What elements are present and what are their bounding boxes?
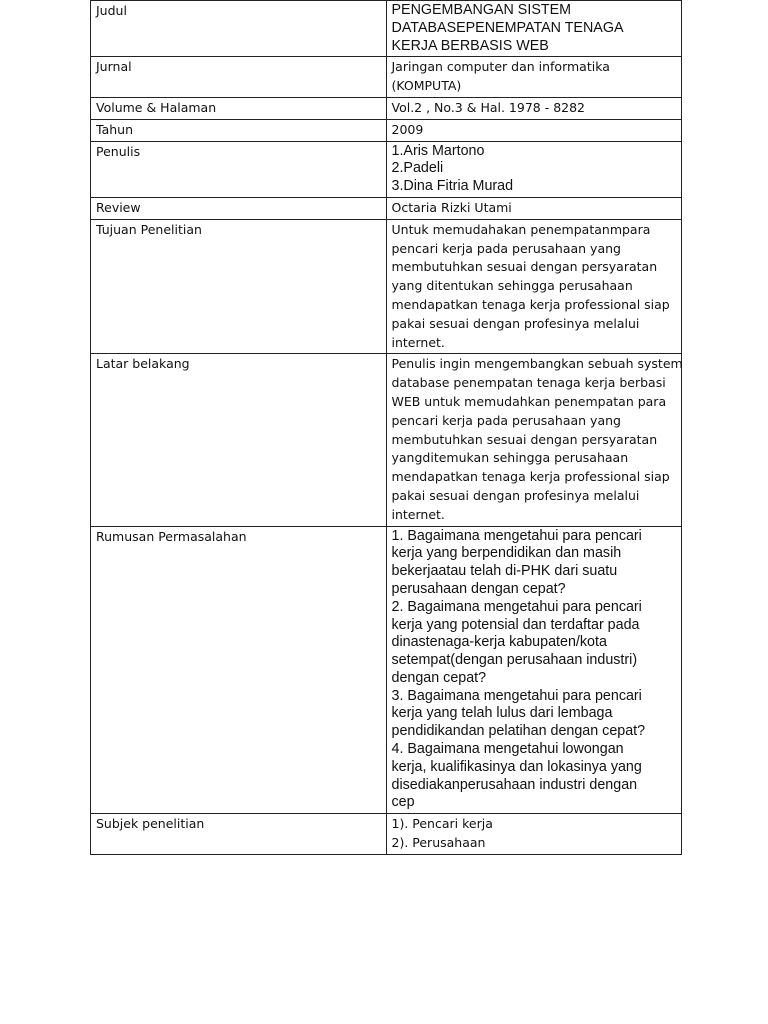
- value-line: dengan cepat?: [391, 669, 487, 686]
- value-line: pencari kerja pada perusahaan yang: [391, 412, 621, 428]
- label-jurnal: Jurnal: [91, 57, 387, 98]
- row-latar-belakang: [91, 354, 682, 526]
- value-line: yang ditentukan sehingga perusahaan: [391, 278, 633, 294]
- value-line: 2009: [391, 121, 424, 137]
- review-table: [90, 0, 682, 855]
- value-line: disediakanperusahaan industri dengan: [391, 776, 638, 793]
- value-line: pakai sesuai dengan profesinya melalui: [391, 315, 640, 331]
- value-judul: [386, 1, 682, 57]
- value-line: kerja yang potensial dan terdaftar pada: [391, 616, 640, 633]
- value-line: perusahaan dengan cepat?: [391, 580, 566, 597]
- value-penulis: [386, 141, 682, 197]
- value-volume-halaman: [386, 97, 682, 119]
- value-line: setempat(dengan perusahaan industri): [391, 652, 638, 669]
- row-volume-halaman: [91, 97, 682, 119]
- value-line: bekerjaatau telah di-PHK dari suatu: [391, 563, 618, 580]
- label-rumusan-permasalahan: Rumusan Permasalahan: [91, 526, 387, 814]
- label-tahun: Tahun: [91, 119, 387, 141]
- value-line: kerja yang telah lulus dari lembaga: [391, 705, 613, 722]
- row-tahun: [91, 119, 682, 141]
- value-line: 2. Bagaimana mengetahui para pencari: [391, 598, 642, 615]
- row-jurnal: [91, 57, 682, 98]
- value-line: Jaringan computer dan informatika: [391, 59, 610, 75]
- value-line: 3.Dina Fitria Murad: [391, 178, 514, 195]
- value-line: pencari kerja pada perusahaan yang: [391, 240, 621, 256]
- value-line: Vol.2 , No.3 & Hal. 1978 - 8282: [391, 99, 586, 115]
- value-subjek-penelitian: [386, 814, 682, 855]
- value-line: Untuk memudahakan penempatanmpara: [391, 221, 651, 237]
- value-line: 1.Aris Martono: [391, 142, 485, 159]
- row-judul: [91, 1, 682, 57]
- row-review: [91, 197, 682, 219]
- value-rumusan-permasalahan: [386, 526, 682, 814]
- value-line: kerja yang berpendidikan dan masih: [391, 545, 622, 562]
- value-line: KERJA BERBASIS WEB: [391, 37, 549, 54]
- value-line: 1). Pencari kerja: [391, 816, 493, 832]
- value-tujuan-penelitian: [386, 219, 682, 354]
- row-penulis: [91, 141, 682, 197]
- label-subjek-penelitian: Subjek penelitian: [91, 814, 387, 855]
- value-line: dinastenaga-kerja kabupaten/kota: [391, 634, 607, 651]
- review-table-body: [91, 1, 682, 855]
- value-line: kerja, kualifikasinya dan lokasinya yang: [391, 758, 642, 775]
- label-penulis: Penulis: [91, 141, 387, 197]
- label-tujuan-penelitian: Tujuan Penelitian: [91, 219, 387, 354]
- value-line: DATABASEPENEMPATAN TENAGA: [391, 19, 624, 36]
- value-line: Penulis ingin mengembangkan sebuah system: [391, 356, 683, 372]
- value-line: mendapatkan tenaga kerja professional siap: [391, 469, 670, 485]
- value-line: membutuhkan sesuai dengan persyaratan: [391, 431, 658, 447]
- value-line: WEB untuk memudahkan penempatan para: [391, 393, 667, 409]
- label-judul: Judul: [91, 1, 387, 57]
- label-volume-halaman: Volume & Halaman: [91, 97, 387, 119]
- value-line: cep: [391, 794, 415, 811]
- row-subjek-penelitian: [91, 814, 682, 855]
- value-line: 2.Padeli: [391, 160, 444, 177]
- row-rumusan-permasalahan: [91, 526, 682, 814]
- value-line: internet.: [391, 506, 445, 522]
- value-line: pendidikandan pelatihan dengan cepat?: [391, 723, 646, 740]
- value-line: 3. Bagaimana mengetahui para pencari: [391, 687, 642, 704]
- row-tujuan-penelitian: [91, 219, 682, 354]
- label-review: Review: [91, 197, 387, 219]
- value-line: internet.: [391, 334, 445, 350]
- value-review: [386, 197, 682, 219]
- value-line: membutuhkan sesuai dengan persyaratan: [391, 259, 658, 275]
- value-line: Octaria Rizki Utami: [391, 199, 512, 215]
- value-tahun: [386, 119, 682, 141]
- value-line: PENGEMBANGAN SISTEM: [391, 2, 572, 18]
- value-line: yangditemukan sehingga perusahaan: [391, 450, 629, 466]
- value-line: 4. Bagaimana mengetahui lowongan: [391, 741, 624, 758]
- value-line: (KOMPUTA): [391, 78, 462, 94]
- value-line: 2). Perusahaan: [391, 835, 486, 851]
- label-latar-belakang: Latar belakang: [91, 354, 387, 526]
- value-line: database penempatan tenaga kerja berbasi: [391, 375, 666, 391]
- value-line: mendapatkan tenaga kerja professional siap: [391, 296, 670, 312]
- value-latar-belakang: [386, 354, 682, 526]
- value-line: pakai sesuai dengan profesinya melalui: [391, 487, 640, 503]
- value-line: 1. Bagaimana mengetahui para pencari: [391, 527, 642, 544]
- value-jurnal: [386, 57, 682, 98]
